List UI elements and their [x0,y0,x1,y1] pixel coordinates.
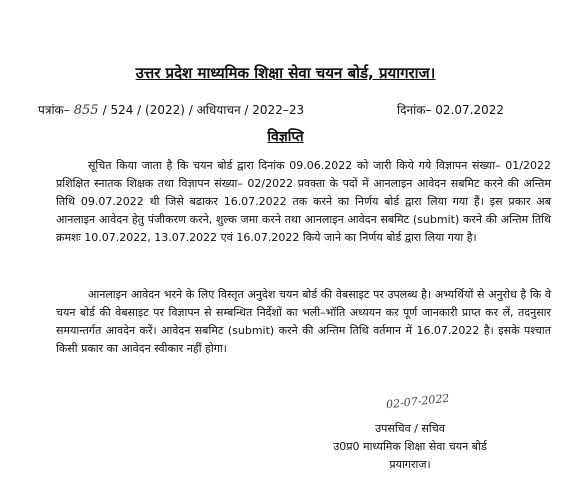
signatory-place: प्रयागराज। [389,458,431,471]
signature-block [290,420,530,474]
notice-title: विज्ञप्ति [267,129,304,145]
signatory-office: उ0प्र0 माध्यमिक शिक्षा सेवा चयन बोर्ड [333,440,487,453]
handwritten-signature: 02-07-2022 [385,391,450,412]
reference-label: पत्रांक– [38,103,70,117]
paragraph-1-text: सूचित किया जाता है कि चयन बोर्ड द्वारा दिनांक 09.06.2022 को जारी किये गये विज्ञापन संख्या– 01/2022 प्रशिक्षित स्नातक शिक्षक तथा विज्ञापन संख्या– 02/2022 प्रवक्ता के पदों में आनलाइन आवेदन सबमिट करने की अन्तिम तिथि 09.07.2022 थी जिसे बढाकर 16.07.2022 तक करने का निर्णय बोर्ड द्वारा लिया गया हैं। इस प्रकार अब आनलाइन आवेदन हेतु पंजीकरण करने, शुल्क जमा करने तथा आनलाइन आवेदन सबमिट (submit) करने की अन्तिम तिथि क्रमशः 10.07.2022, 13.07.2022 एवं 16.07.2022 किये जाने का निर्णय बोर्ड द्वारा लिया गया है। [56,159,551,244]
date-value: 02.07.2022 [435,103,505,117]
organization-title: उत्तर प्रदेश माध्यमिक शिक्षा सेवा चयन बोर्ड, प्रयागराज। [135,64,436,82]
paragraph-2-text: आनलाइन आवेदन भरने के लिए विस्तृत अनुदेश चयन बोर्ड की वेबसाइट पर उपलब्ध है। अभ्यर्थियों से अनुरोध है कि वे चयन बोर्ड की वेबसाइट पर विज्ञापन से सम्बन्धित निर्देशों का भली–भॉति अध्ययन कर पूर्ण जानकारी प्राप्त कर लें, तदनुसार समयान्तर्गत आवदेन करें। आवेदन सबमिट (submit) करने की अन्तिम तिथि वर्तमान में 16.07.2022 है। इसके पश्चात किसी प्रकार का आवेदन स्वीकार नहीं होगा। [56,288,551,355]
body-paragraph-2 [56,286,551,358]
reference-date [397,101,504,118]
signatory-designation: उपसचिव / सचिव [375,422,445,435]
reference-line [38,101,558,118]
handwritten-reference-number: 855 [73,103,99,118]
date-label: दिनांक– [397,103,432,117]
reference-number: / 524 / (2022) / अधियाचन / 2022–23 [102,103,305,117]
body-paragraph-1 [56,157,551,247]
